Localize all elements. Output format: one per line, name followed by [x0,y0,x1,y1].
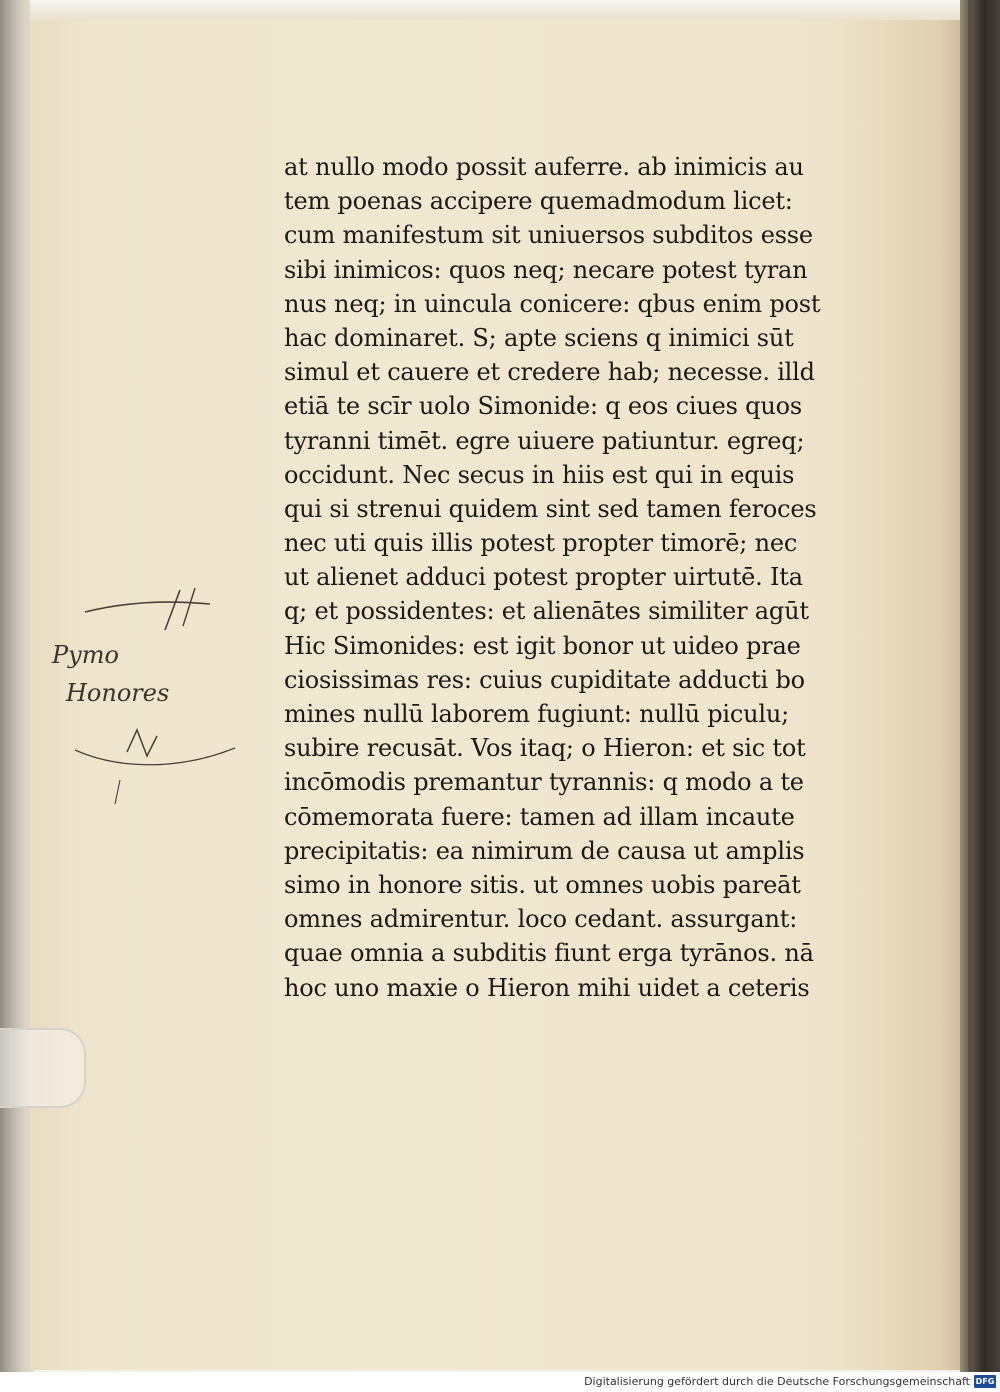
text-line: nec uti quis illis potest propter timorē; nec [284,529,798,558]
text-line: omnes admirentur. loco cedant. assurgant: [284,905,798,934]
marginal-handwriting [52,636,169,712]
text-line: ut alienet adduci potest propter uirtutē. Ita [284,563,803,592]
funding-credit: Digitalisierung gefördert durch die Deutsche Forschungsgemeinschaft [584,1375,970,1388]
marginal-note-line-2: Honores [66,679,170,707]
text-line: simo in honore sitis. ut omnes uobis pareāt [284,870,801,899]
footer-bar [0,1372,1000,1392]
text-line: occidunt. Nec secus in hiis est qui in equis [284,460,795,489]
text-line: tem poenas accipere quemadmodum licet: [284,187,793,216]
text-line: qui si strenui quidem sint sed tamen feroces [284,494,817,523]
text-line: simul et cauere et credere hab; necesse. illd [284,358,815,387]
text-line: sibi inimicos: quos neq; necare potest tyran [284,255,808,284]
book-right-edge [960,0,1000,1372]
text-line: subire recusāt. Vos itaq; o Hieron: et sic tot [284,734,806,763]
text-line: cōmemorata fuere: tamen ad illam incaute [284,802,795,831]
text-line: incōmodis premantur tyrannis: q modo a te [284,768,804,797]
text-line: ciosissimas res: cuius cupiditate adducti bo [284,665,805,694]
text-line: tyranni timēt. egre uiuere patiuntur. egreq; [284,426,805,455]
text-line: hac dominaret. S; apte sciens q inimici sūt [284,323,794,352]
page-clip-tab [0,1028,86,1108]
text-line: Hic Simonides: est igit bonor ut uideo prae [284,631,801,660]
text-line: precipitatis: ea nimirum de causa ut amplis [284,836,805,865]
text-line: at nullo modo possit auferre. ab inimicis au [284,153,804,181]
text-line: mines nullū laborem fugiunt: nullū piculu; [284,700,790,728]
book-left-edge [0,0,34,1372]
text-line: cum manifestum sit uniuersos subditos esse [284,221,813,250]
marginal-note-line-1: Pymo [52,641,119,669]
text-line: q; et possidentes: et alienātes similiter agūt [284,597,809,626]
printed-text-block [284,150,896,1005]
text-line: hoc uno maxie o Hieron mihi uidet a ceteris [284,973,810,1002]
text-line: quae omnia a subditis fiunt erga tyrānos. nā [284,939,814,968]
text-line: etiā te scīr uolo Simonide: q eos ciues quos [284,392,802,421]
dfg-logo: DFG [975,1377,995,1386]
text-line: nus neq; in uincula conicere: qbus enim post [284,289,821,318]
